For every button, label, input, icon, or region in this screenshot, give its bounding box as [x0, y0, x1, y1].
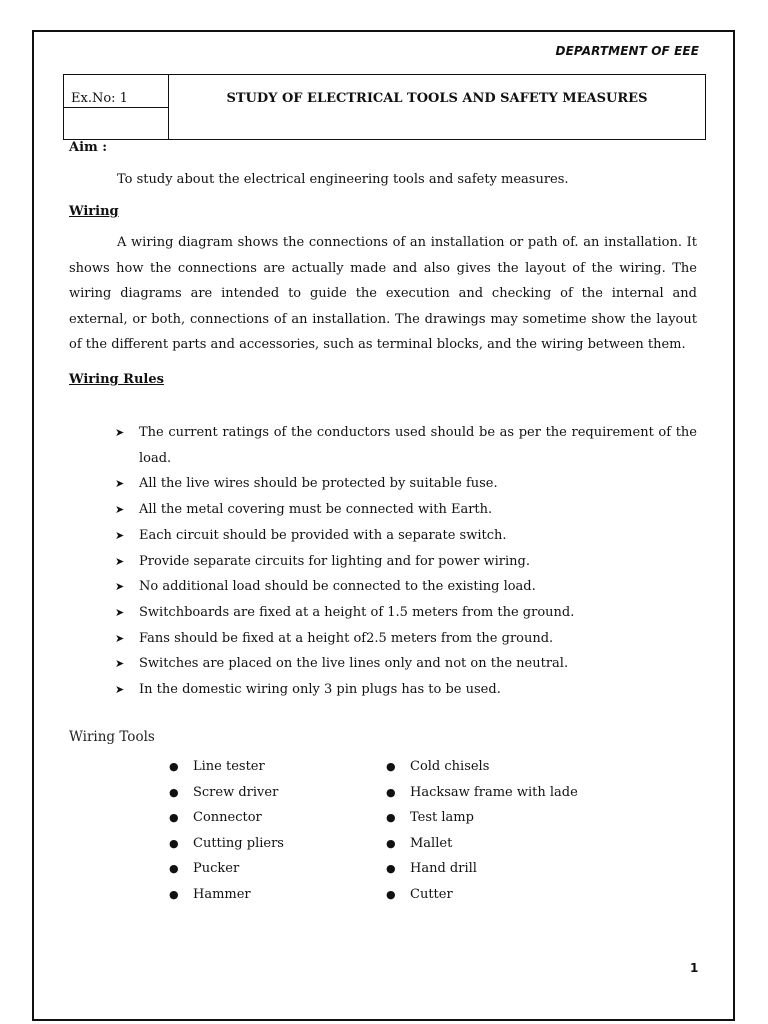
page-number: 1	[690, 961, 699, 975]
wiring-paragraph: A wiring diagram shows the connections of an installation or path of. an installation. It shows how the connections are actually made and also gives the layout of the wiring. The wiring diagrams are intended to guide the execution and checking of the internal and external, or both, connections of an installation. The drawings may sometime show the layout of the different parts and accessories, such as terminal blocks, and the wiring between them.	[69, 235, 697, 352]
wiring-tool-item	[386, 780, 578, 806]
wiring-rule-item-text: The current ratings of the conductors used should be as per the requirement of the load.	[139, 425, 697, 466]
wiring-rule-item-text: Each circuit should be provided with a separate switch.	[139, 527, 507, 543]
wiring-tool-item	[169, 805, 284, 831]
wiring-tool-item-text: Test lamp	[410, 810, 474, 826]
wiring-rule-item-text: No additional load should be connected to the existing load.	[139, 579, 536, 595]
dot-bullet-icon: ●	[386, 887, 396, 901]
wiring-tool-item	[169, 780, 284, 806]
arrow-bullet-icon: ➤	[115, 554, 125, 568]
wiring-tool-item	[169, 856, 284, 882]
wiring-tool-item-text: Screw driver	[193, 784, 279, 800]
arrow-bullet-icon: ➤	[115, 503, 125, 517]
wiring-rule-item-text: All the live wires should be protected by suitable fuse.	[139, 476, 498, 492]
table-divider-vertical	[168, 75, 169, 139]
experiment-table	[63, 74, 706, 140]
arrow-bullet-icon: ➤	[115, 528, 125, 542]
wiring-rule-item-text: All the metal covering must be connected with Earth.	[139, 502, 493, 518]
department-header: DEPARTMENT OF EEE	[555, 44, 699, 58]
wiring-tool-item-text: Hammer	[193, 886, 251, 902]
wiring-tool-item-text: Cold chisels	[410, 759, 490, 774]
wiring-tool-item	[386, 805, 578, 831]
wiring-rules-heading: Wiring Rules	[69, 372, 164, 387]
dot-bullet-icon: ●	[386, 785, 396, 799]
wiring-tool-item	[386, 754, 578, 780]
wiring-tool-item	[169, 882, 284, 908]
wiring-tool-item-text: Hacksaw frame with lade	[410, 784, 578, 800]
wiring-tool-item-text: Cutter	[410, 886, 453, 902]
dot-bullet-icon: ●	[169, 811, 179, 825]
wiring-tool-item-text: Pucker	[193, 861, 240, 877]
aim-heading: Aim :	[69, 140, 108, 155]
wiring-heading: Wiring	[69, 204, 119, 219]
dot-bullet-icon: ●	[386, 862, 396, 876]
aim-text: To study about the electrical engineering tools and safety measures.	[117, 172, 569, 187]
wiring-rule-item	[115, 549, 697, 575]
dot-bullet-icon: ●	[169, 836, 179, 850]
dot-bullet-icon: ●	[169, 862, 179, 876]
wiring-rule-item	[115, 420, 697, 471]
arrow-bullet-icon: ➤	[115, 580, 125, 594]
arrow-bullet-icon: ➤	[115, 657, 125, 671]
table-divider-horizontal	[64, 107, 168, 108]
arrow-bullet-icon: ➤	[115, 477, 125, 491]
wiring-rule-item-text: Provide separate circuits for lighting and for power wiring.	[139, 553, 530, 569]
wiring-rule-item	[115, 600, 697, 626]
wiring-rule-item-text: Fans should be fixed at a height of2.5 meters from the ground.	[139, 630, 554, 646]
wiring-rule-item	[115, 626, 697, 652]
dot-bullet-icon: ●	[169, 887, 179, 901]
wiring-tool-item-text: Cutting pliers	[193, 835, 284, 851]
dot-bullet-icon: ●	[386, 811, 396, 825]
wiring-tool-item-text: Line tester	[193, 759, 265, 774]
experiment-number: Ex.No: 1	[71, 91, 128, 106]
wiring-rule-item	[115, 523, 697, 549]
wiring-tool-item-text: Connector	[193, 810, 262, 826]
wiring-tool-item-text: Mallet	[410, 835, 453, 851]
dot-bullet-icon: ●	[386, 836, 396, 850]
wiring-tools-left-column	[169, 754, 284, 908]
wiring-rule-item	[115, 574, 697, 600]
arrow-bullet-icon: ➤	[115, 683, 125, 697]
dot-bullet-icon: ●	[386, 760, 396, 773]
arrow-bullet-icon: ➤	[115, 426, 125, 439]
wiring-rule-item	[115, 677, 697, 703]
wiring-rule-item	[115, 497, 697, 523]
dot-bullet-icon: ●	[169, 760, 179, 773]
wiring-rule-item-text: Switchboards are fixed at a height of 1.5 meters from the ground.	[139, 604, 575, 620]
wiring-tools-right-column	[386, 754, 578, 908]
wiring-rule-item-text: Switches are placed on the live lines only and not on the neutral.	[139, 656, 569, 672]
wiring-tool-item-text: Hand drill	[410, 861, 477, 877]
wiring-tool-item	[169, 754, 284, 780]
experiment-title: STUDY OF ELECTRICAL TOOLS AND SAFETY MEASURES	[226, 91, 648, 106]
wiring-tool-item	[169, 831, 284, 857]
wiring-tool-item	[386, 831, 578, 857]
wiring-tool-item	[386, 856, 578, 882]
wiring-rule-item	[115, 471, 697, 497]
wiring-rules-list	[115, 420, 697, 703]
wiring-rule-item	[115, 651, 697, 677]
arrow-bullet-icon: ➤	[115, 605, 125, 619]
arrow-bullet-icon: ➤	[115, 631, 125, 645]
wiring-tools-heading: Wiring Tools	[69, 729, 155, 745]
wiring-tool-item	[386, 882, 578, 908]
wiring-rule-item-text: In the domestic wiring only 3 pin plugs has to be used.	[139, 682, 501, 698]
dot-bullet-icon: ●	[169, 785, 179, 799]
